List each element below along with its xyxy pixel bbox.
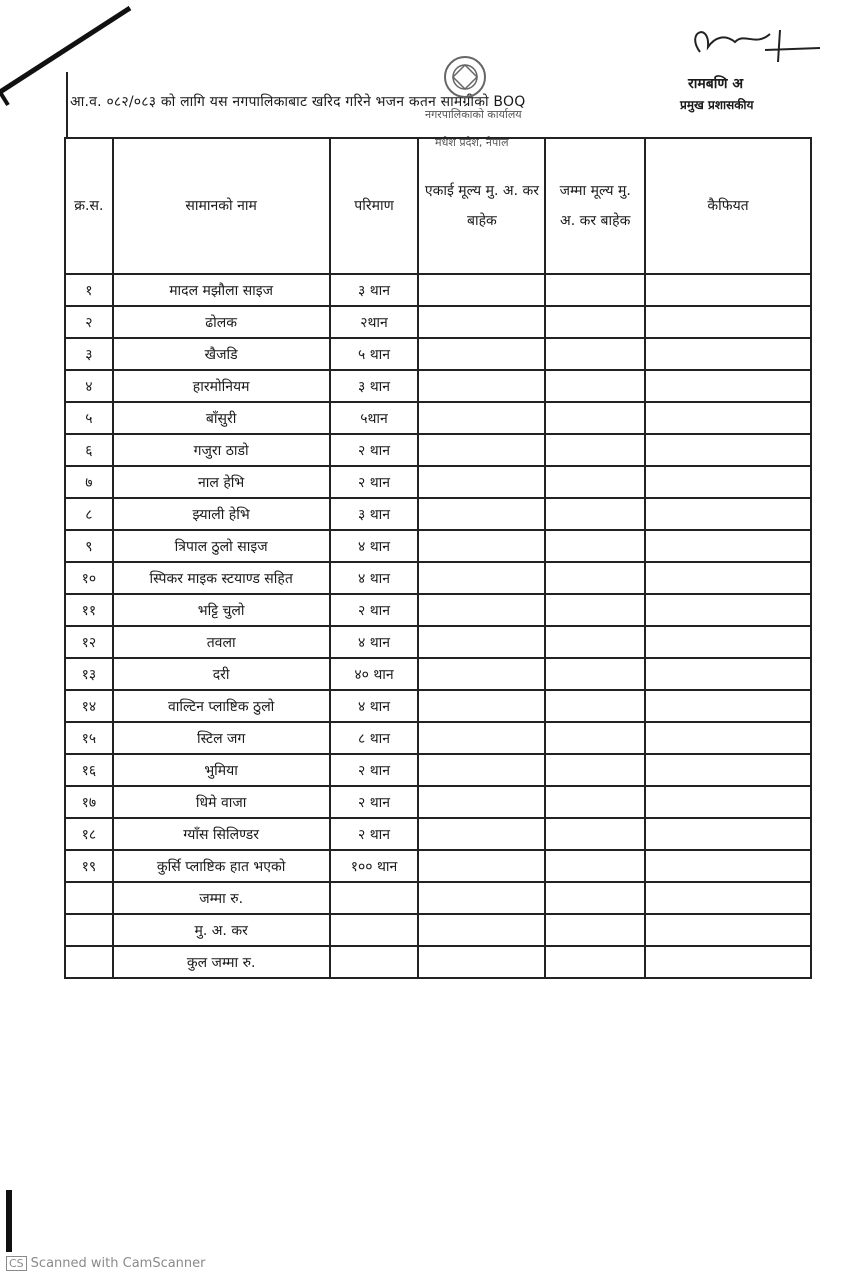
- unit-rate-cell: [418, 306, 545, 338]
- vat-row: [65, 914, 811, 946]
- total-amount-cell: [545, 274, 645, 306]
- quantity-cell: २ थान: [330, 434, 419, 466]
- sn-cell: ६: [65, 434, 113, 466]
- item-name-cell: खैजडि: [113, 338, 330, 370]
- total-amount-cell: [545, 370, 645, 402]
- remarks-cell: [645, 306, 811, 338]
- quantity-cell: १०० थान: [330, 850, 419, 882]
- remarks-cell: [645, 434, 811, 466]
- table-header-row: [65, 138, 811, 274]
- table-row: [65, 850, 811, 882]
- remarks-cell: [645, 274, 811, 306]
- table-row: [65, 530, 811, 562]
- scanner-watermark: [6, 1256, 206, 1271]
- quantity-cell: ४० थान: [330, 658, 419, 690]
- quantity-cell: २थान: [330, 306, 419, 338]
- grand-total-label: कुल जम्मा रु.: [113, 946, 330, 978]
- total-amount-cell: [545, 338, 645, 370]
- total-amount-cell: [545, 850, 645, 882]
- header-unit-rate: एकाई मूल्य मु. अ. कर बाहेक: [418, 138, 545, 274]
- table-row: [65, 722, 811, 754]
- subtotal-row: [65, 882, 811, 914]
- quantity-cell: ४ थान: [330, 530, 419, 562]
- signatory-name: रामबणि अ: [688, 76, 744, 92]
- item-name-cell: स्पिकर माइक स्टयाण्ड सहित: [113, 562, 330, 594]
- item-name-cell: धिमे वाजा: [113, 786, 330, 818]
- remarks-cell: [645, 562, 811, 594]
- total-amount-cell: [545, 626, 645, 658]
- unit-rate-cell: [418, 434, 545, 466]
- quantity-cell: २ थान: [330, 754, 419, 786]
- item-name-cell: नाल हेभि: [113, 466, 330, 498]
- quantity-cell: ४ थान: [330, 562, 419, 594]
- unit-rate-cell: [418, 370, 545, 402]
- item-name-cell: दरी: [113, 658, 330, 690]
- remarks-cell: [645, 658, 811, 690]
- item-name-cell: वाल्टिन प्लाष्टिक ठुलो: [113, 690, 330, 722]
- unit-rate-cell: [418, 690, 545, 722]
- remarks-cell: [645, 626, 811, 658]
- item-name-cell: त्रिपाल ठुलो साइज: [113, 530, 330, 562]
- quantity-cell: २ थान: [330, 594, 419, 626]
- table-row: [65, 466, 811, 498]
- table-row: [65, 754, 811, 786]
- sn-cell: २: [65, 306, 113, 338]
- unit-rate-cell: [418, 850, 545, 882]
- quantity-cell: ५ थान: [330, 338, 419, 370]
- table-row: [65, 402, 811, 434]
- total-amount-cell: [545, 498, 645, 530]
- table-row: [65, 306, 811, 338]
- total-amount-cell: [545, 594, 645, 626]
- quantity-cell: २ थान: [330, 786, 419, 818]
- table-row: [65, 786, 811, 818]
- item-name-cell: ढोलक: [113, 306, 330, 338]
- sn-cell: ७: [65, 466, 113, 498]
- total-amount-cell: [545, 466, 645, 498]
- unit-rate-cell: [418, 754, 545, 786]
- item-name-cell: भुमिया: [113, 754, 330, 786]
- unit-rate-cell: [418, 402, 545, 434]
- unit-rate-cell: [418, 722, 545, 754]
- sn-cell: ३: [65, 338, 113, 370]
- quantity-cell: ३ थान: [330, 498, 419, 530]
- table-row: [65, 658, 811, 690]
- grand-total-row: [65, 946, 811, 978]
- header-quantity: परिमाण: [330, 138, 419, 274]
- table-row: [65, 690, 811, 722]
- remarks-cell: [645, 850, 811, 882]
- table-row: [65, 818, 811, 850]
- sn-cell: १२: [65, 626, 113, 658]
- header-total-amount: जम्मा मूल्य मु. अ. कर बाहेक: [545, 138, 645, 274]
- handwritten-signature: [680, 22, 830, 72]
- unit-rate-cell: [418, 786, 545, 818]
- table-row: [65, 562, 811, 594]
- table-row: [65, 626, 811, 658]
- unit-rate-cell: [418, 530, 545, 562]
- unit-rate-cell: [418, 466, 545, 498]
- sn-cell: १५: [65, 722, 113, 754]
- sn-cell: ४: [65, 370, 113, 402]
- seal-text-line-2: मधेश प्रदेश, नेपाल: [435, 136, 509, 149]
- sn-cell: ९: [65, 530, 113, 562]
- remarks-cell: [645, 594, 811, 626]
- item-name-cell: गजुरा ठाडो: [113, 434, 330, 466]
- sn-cell: १९: [65, 850, 113, 882]
- unit-rate-cell: [418, 498, 545, 530]
- camscanner-logo-icon: CS: [6, 1256, 27, 1271]
- total-amount-cell: [545, 786, 645, 818]
- table-row: [65, 594, 811, 626]
- boq-table: [64, 137, 812, 979]
- quantity-cell: ३ थान: [330, 274, 419, 306]
- table-row: [65, 338, 811, 370]
- page-title: आ.व. ०८२/०८३ को लागि यस नगपालिकाबाट खरिद गरिने भजन कतन सामग्रीको BOQ: [70, 94, 526, 110]
- item-name-cell: मादल मझौला साइज: [113, 274, 330, 306]
- scan-edge-bar: [6, 1190, 12, 1252]
- table-left-border-extension: [66, 72, 68, 138]
- item-name-cell: भट्टि चुलो: [113, 594, 330, 626]
- table-row: [65, 274, 811, 306]
- quantity-cell: ४ थान: [330, 690, 419, 722]
- unit-rate-cell: [418, 594, 545, 626]
- header-remarks: कैफियत: [645, 138, 811, 274]
- total-amount-cell: [545, 818, 645, 850]
- total-amount-cell: [545, 306, 645, 338]
- remarks-cell: [645, 690, 811, 722]
- sn-cell: ५: [65, 402, 113, 434]
- table-row: [65, 498, 811, 530]
- remarks-cell: [645, 402, 811, 434]
- total-amount-cell: [545, 530, 645, 562]
- remarks-cell: [645, 530, 811, 562]
- item-name-cell: झ्याली हेभि: [113, 498, 330, 530]
- sn-cell: ११: [65, 594, 113, 626]
- remarks-cell: [645, 786, 811, 818]
- unit-rate-cell: [418, 274, 545, 306]
- sn-cell: १४: [65, 690, 113, 722]
- sn-cell: १०: [65, 562, 113, 594]
- header-item-name: सामानको नाम: [113, 138, 330, 274]
- subtotal-label: जम्मा रु.: [113, 882, 330, 914]
- remarks-cell: [645, 818, 811, 850]
- quantity-cell: ४ थान: [330, 626, 419, 658]
- item-name-cell: हारमोनियम: [113, 370, 330, 402]
- quantity-cell: ८ थान: [330, 722, 419, 754]
- table-row: [65, 434, 811, 466]
- unit-rate-cell: [418, 818, 545, 850]
- remarks-cell: [645, 466, 811, 498]
- total-amount-cell: [545, 562, 645, 594]
- remarks-cell: [645, 370, 811, 402]
- total-amount-cell: [545, 434, 645, 466]
- unit-rate-cell: [418, 338, 545, 370]
- signature-block: [680, 22, 840, 132]
- vat-label: मु. अ. कर: [113, 914, 330, 946]
- total-amount-cell: [545, 402, 645, 434]
- sn-cell: १८: [65, 818, 113, 850]
- remarks-cell: [645, 338, 811, 370]
- unit-rate-cell: [418, 626, 545, 658]
- total-amount-cell: [545, 658, 645, 690]
- remarks-cell: [645, 722, 811, 754]
- total-amount-cell: [545, 722, 645, 754]
- sn-cell: १७: [65, 786, 113, 818]
- remarks-cell: [645, 754, 811, 786]
- seal-text-line-1: नगरपालिकाको कार्यालय: [425, 108, 522, 121]
- total-amount-cell: [545, 754, 645, 786]
- signatory-post: प्रमुख प्रशासकीय: [680, 98, 754, 112]
- unit-rate-cell: [418, 562, 545, 594]
- table-row: [65, 370, 811, 402]
- quantity-cell: २ थान: [330, 466, 419, 498]
- sn-cell: १६: [65, 754, 113, 786]
- item-name-cell: बाँसुरी: [113, 402, 330, 434]
- item-name-cell: स्टिल जग: [113, 722, 330, 754]
- scanner-watermark-text: Scanned with CamScanner: [30, 1256, 206, 1271]
- sn-cell: १: [65, 274, 113, 306]
- quantity-cell: ५थान: [330, 402, 419, 434]
- sn-cell: १३: [65, 658, 113, 690]
- item-name-cell: तवला: [113, 626, 330, 658]
- remarks-cell: [645, 498, 811, 530]
- total-amount-cell: [545, 690, 645, 722]
- item-name-cell: ग्याँस सिलिण्डर: [113, 818, 330, 850]
- header-sn: क्र.स.: [65, 138, 113, 274]
- quantity-cell: ३ थान: [330, 370, 419, 402]
- unit-rate-cell: [418, 658, 545, 690]
- table-body: [65, 274, 811, 882]
- item-name-cell: कुर्सि प्लाष्टिक हात भएको: [113, 850, 330, 882]
- quantity-cell: २ थान: [330, 818, 419, 850]
- sn-cell: ८: [65, 498, 113, 530]
